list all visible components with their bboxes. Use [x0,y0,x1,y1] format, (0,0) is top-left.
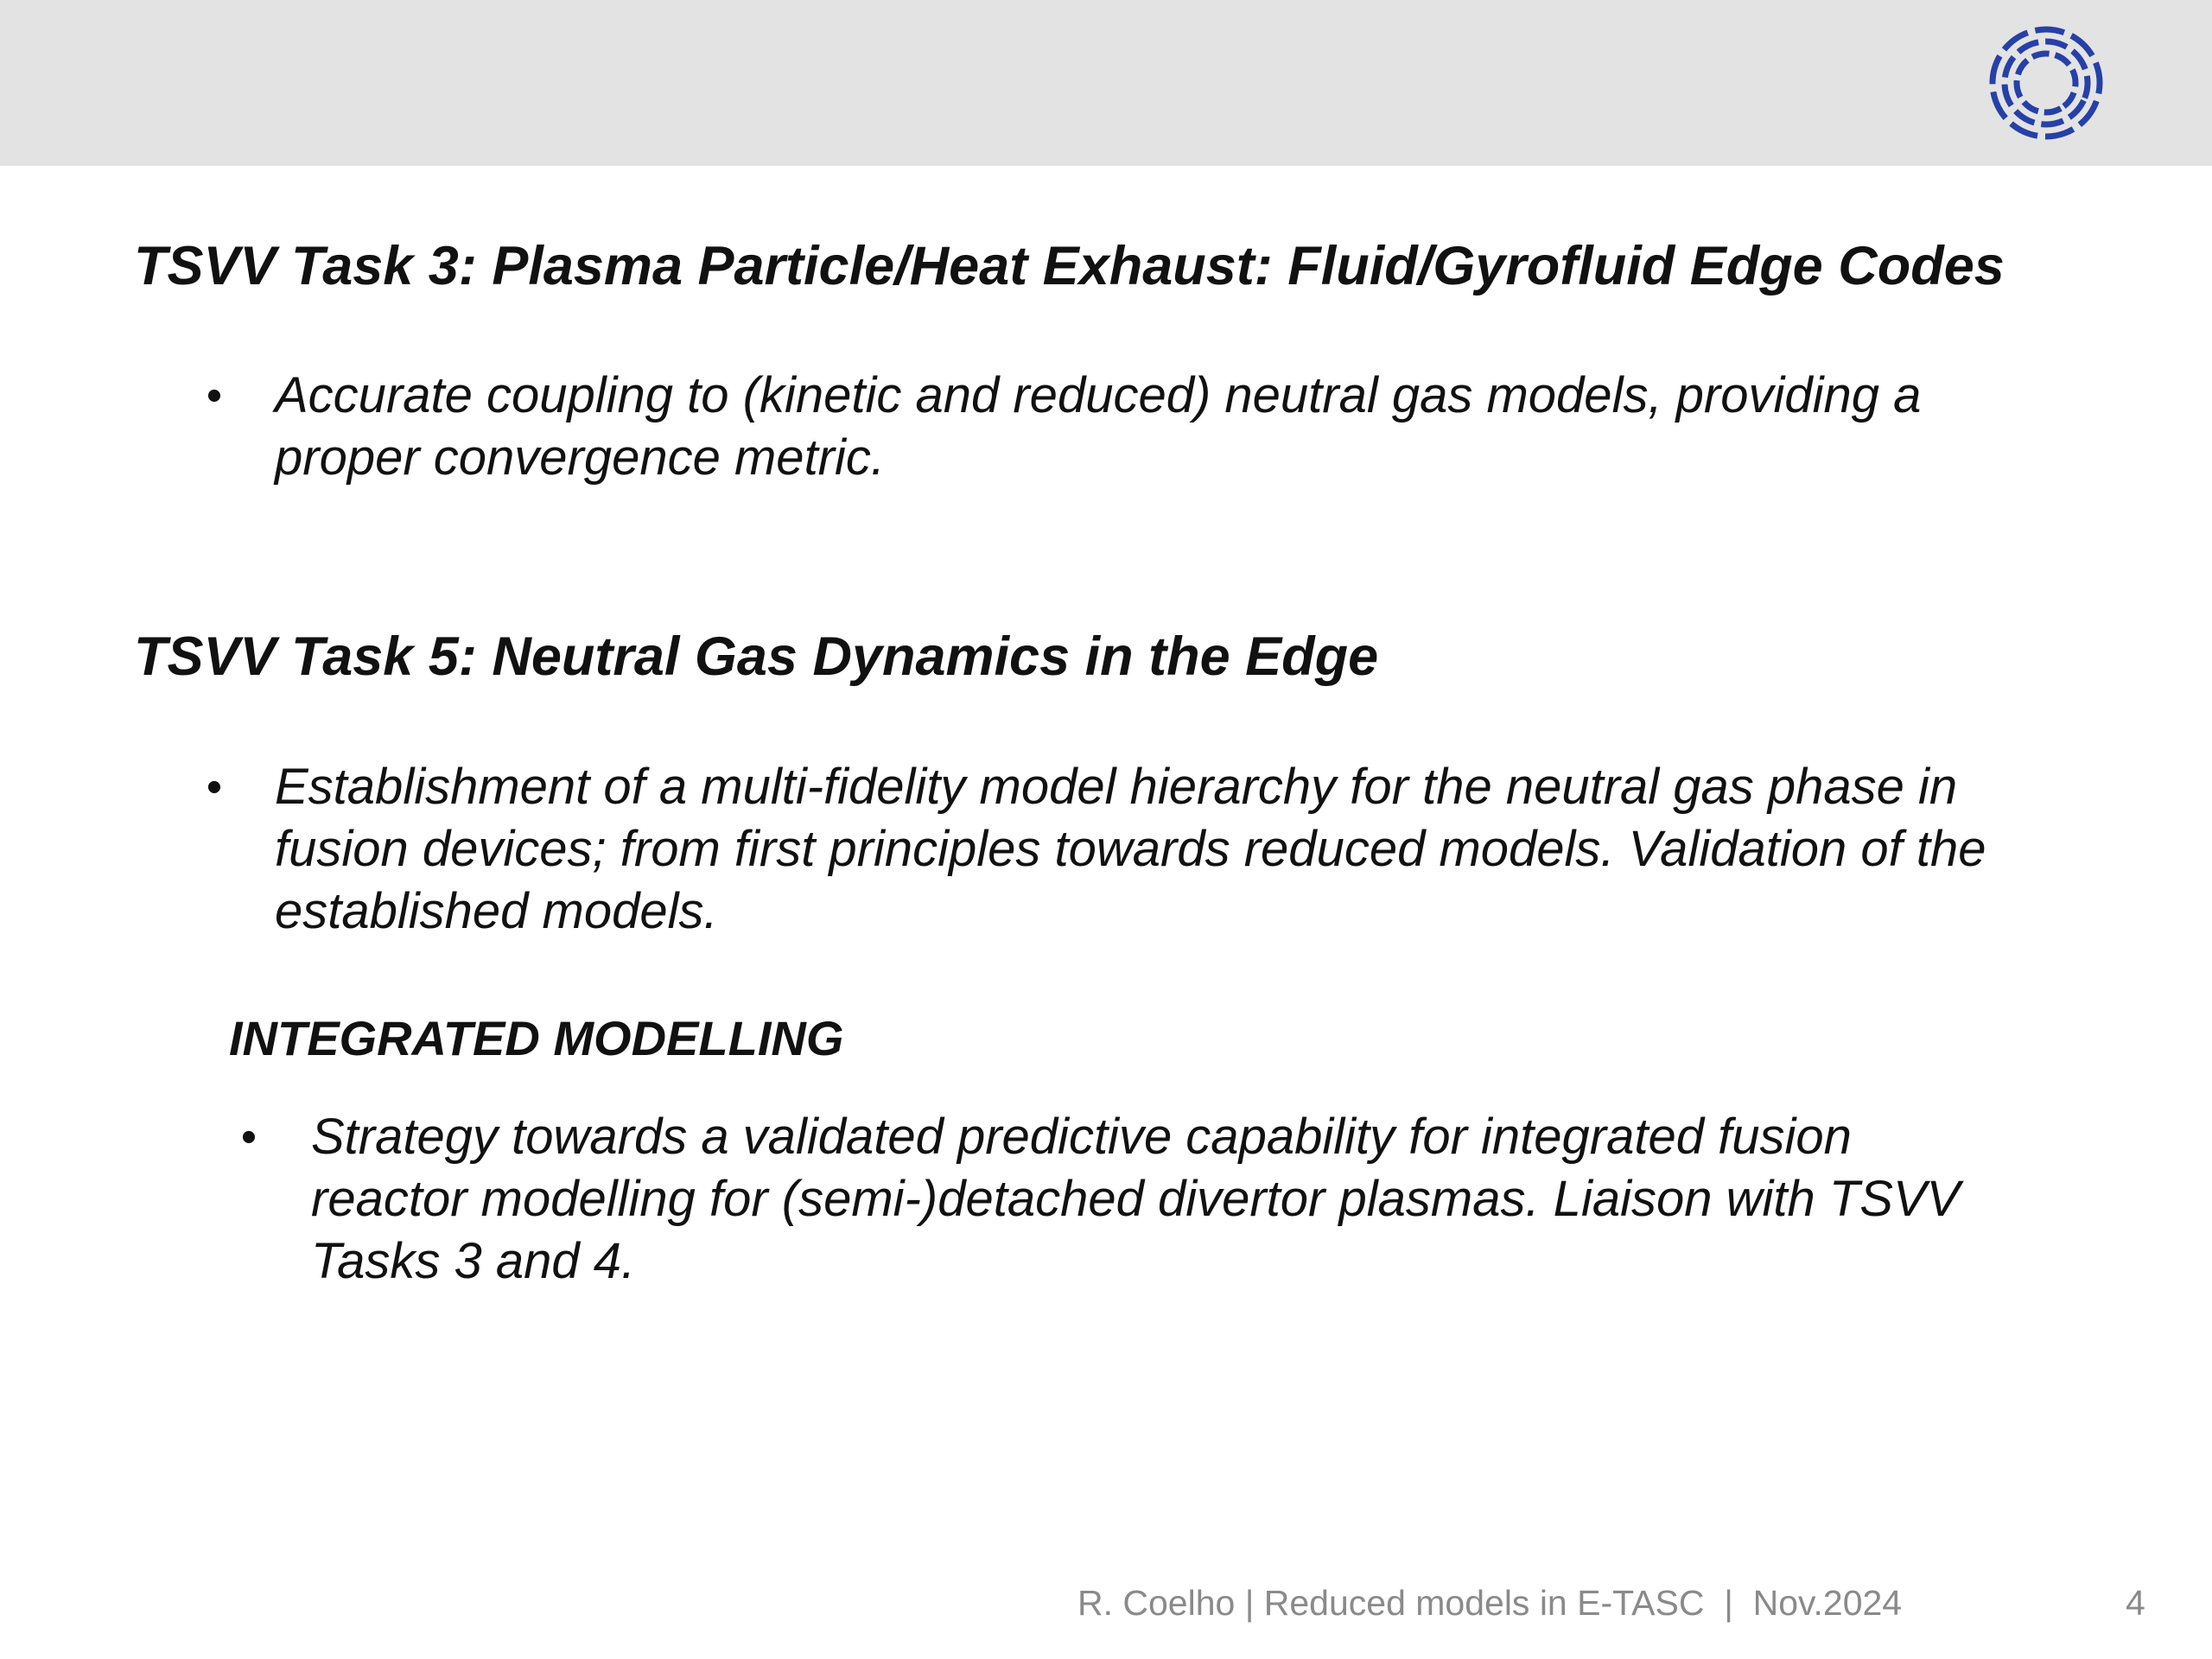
bullet-text-task3: Accurate coupling to (kinetic and reduced) neutral gas models, providing a proper convergence metric. [275,367,1922,486]
list-item [180,756,2098,943]
header-bar [0,0,2212,166]
bullet-symbol: • [206,762,223,812]
section-title-task5: TSVV Task 5: Neutral Gas Dynamics in the Edge [134,626,1379,687]
bullet-text-task5: Establishment of a multi-fidelity model hierarchy for the neutral gas phase in fusion devices; from first principles towards reduced models. Validation of the established models. [275,759,1986,939]
bullet-symbol: • [240,1112,257,1162]
bullet-symbol: • [206,371,223,421]
bullet-text-integrated-modelling: Strategy towards a validated predictive capability for integrated fusion reactor modelling for (semi-)detached divertor plasmas. Liaison with TSVV Tasks 3 and 4. [311,1109,1961,1289]
list-item [214,1106,2115,1293]
footer-text: R. Coelho | Reduced models in E-TASC | Nov.2024 [1077,1583,1903,1623]
page-number: 4 [2126,1583,2145,1623]
section-title-task3: TSVV Task 3: Plasma Particle/Heat Exhaust: Fluid/Gyrofluid Edge Codes [134,236,2005,296]
section-title-integrated-modelling: INTEGRATED MODELLING [229,1011,844,1065]
eurofusion-logo-icon [1987,24,2105,142]
list-item [180,365,2098,489]
